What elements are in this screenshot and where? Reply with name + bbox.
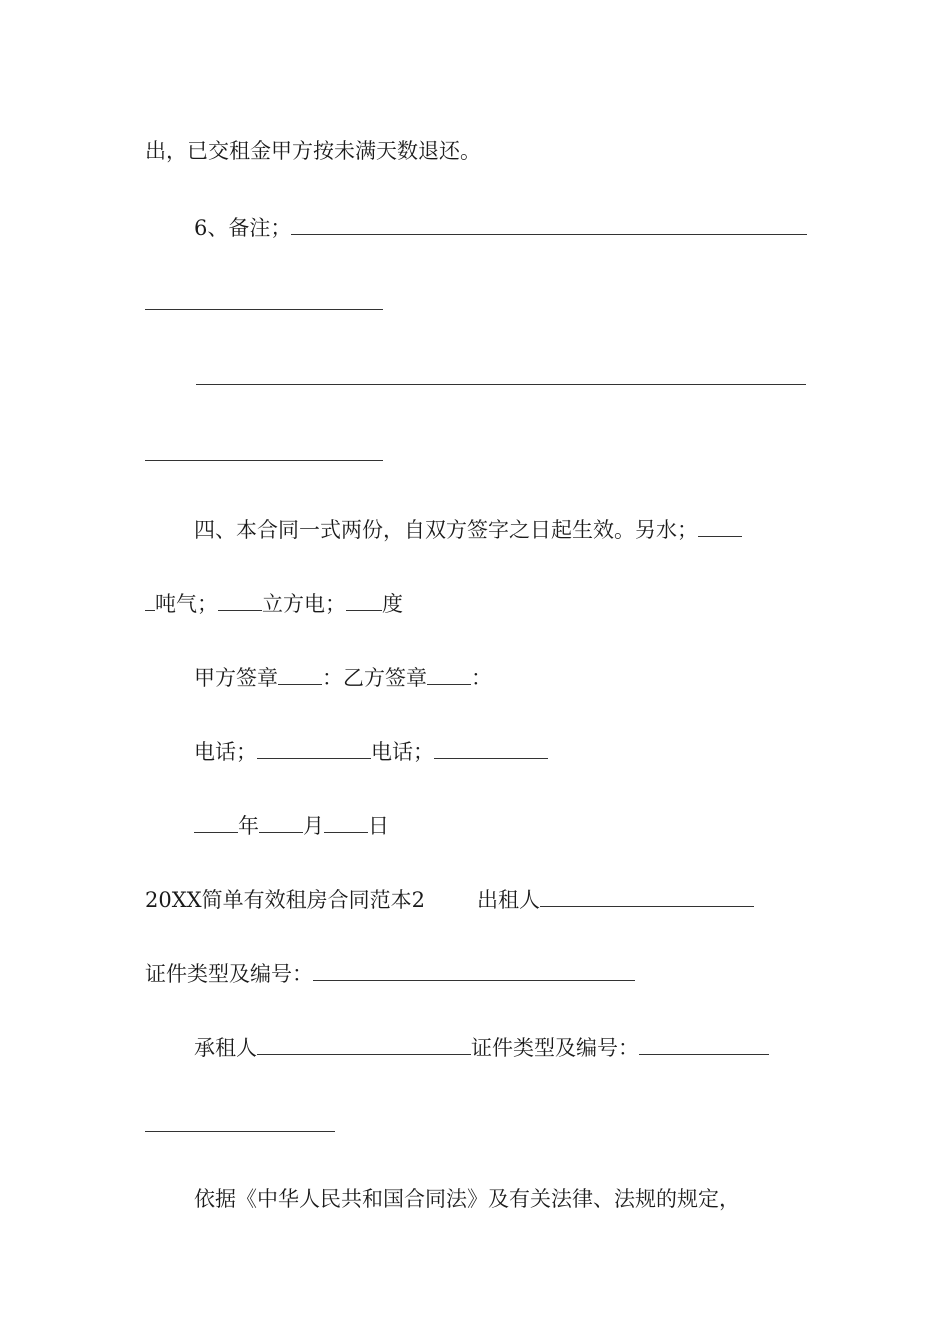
day-label: 日 bbox=[368, 814, 389, 838]
phone-a-blank bbox=[257, 738, 371, 759]
remarks-blank-line bbox=[145, 460, 383, 461]
gas-label: 吨气； bbox=[155, 592, 218, 616]
lessee-label: 承租人 bbox=[194, 1036, 257, 1060]
paragraph-id-1 bbox=[145, 960, 635, 986]
lessor-blank bbox=[540, 886, 754, 907]
month-blank bbox=[259, 812, 303, 833]
id-blank-2-cont bbox=[145, 1131, 335, 1132]
remarks-blank-line bbox=[145, 309, 383, 310]
year-label: 年 bbox=[238, 814, 259, 838]
month-label: 月 bbox=[303, 814, 324, 838]
paragraph-remarks bbox=[194, 214, 807, 240]
electric-blank bbox=[346, 590, 382, 611]
paragraph-utilities bbox=[145, 590, 403, 616]
party-b-sign-blank bbox=[427, 664, 471, 685]
gas-blank bbox=[218, 590, 262, 611]
id-label-1: 证件类型及编号： bbox=[145, 962, 313, 986]
paragraph-date bbox=[194, 812, 389, 838]
lessee-blank bbox=[257, 1034, 471, 1055]
paragraph-effective bbox=[194, 516, 742, 542]
paragraph-title2 bbox=[145, 886, 754, 912]
sign-colon: ： bbox=[471, 666, 492, 690]
electric-label: 立方电； bbox=[262, 592, 346, 616]
remarks-blank-line bbox=[196, 384, 806, 385]
party-a-sign-blank bbox=[278, 664, 322, 685]
party-b-sign-label: ：乙方签章 bbox=[322, 666, 427, 690]
party-a-sign-label: 甲方签章 bbox=[194, 666, 278, 690]
year-blank bbox=[194, 812, 238, 833]
water-blank-cont bbox=[145, 590, 155, 611]
water-blank bbox=[698, 516, 742, 537]
remarks-label: 6、备注； bbox=[194, 216, 292, 240]
phone-b-blank bbox=[434, 738, 548, 759]
degree-label: 度 bbox=[382, 592, 403, 616]
id-label-2: 证件类型及编号： bbox=[471, 1036, 639, 1060]
id-blank-1 bbox=[313, 960, 635, 981]
phone-a-label: 电话； bbox=[194, 740, 257, 764]
paragraph-signatures bbox=[194, 664, 492, 690]
phone-b-label: 电话； bbox=[371, 740, 434, 764]
lessor-label: 出租人 bbox=[476, 888, 540, 912]
paragraph-refund: 出，已交租金甲方按未满天数退还。 bbox=[145, 139, 481, 163]
effective-text: 四、本合同一式两份，自双方签字之日起生效。另水； bbox=[194, 518, 698, 542]
paragraph-basis: 依据《中华人民共和国合同法》及有关法律、法规的规定， bbox=[194, 1187, 740, 1211]
remarks-blank bbox=[291, 214, 807, 235]
paragraph-phones bbox=[194, 738, 548, 764]
contract-title-2: 20XX简单有效租房合同范本2 bbox=[145, 888, 425, 912]
day-blank bbox=[324, 812, 368, 833]
id-blank-2 bbox=[639, 1034, 769, 1055]
paragraph-lessee bbox=[194, 1034, 769, 1060]
